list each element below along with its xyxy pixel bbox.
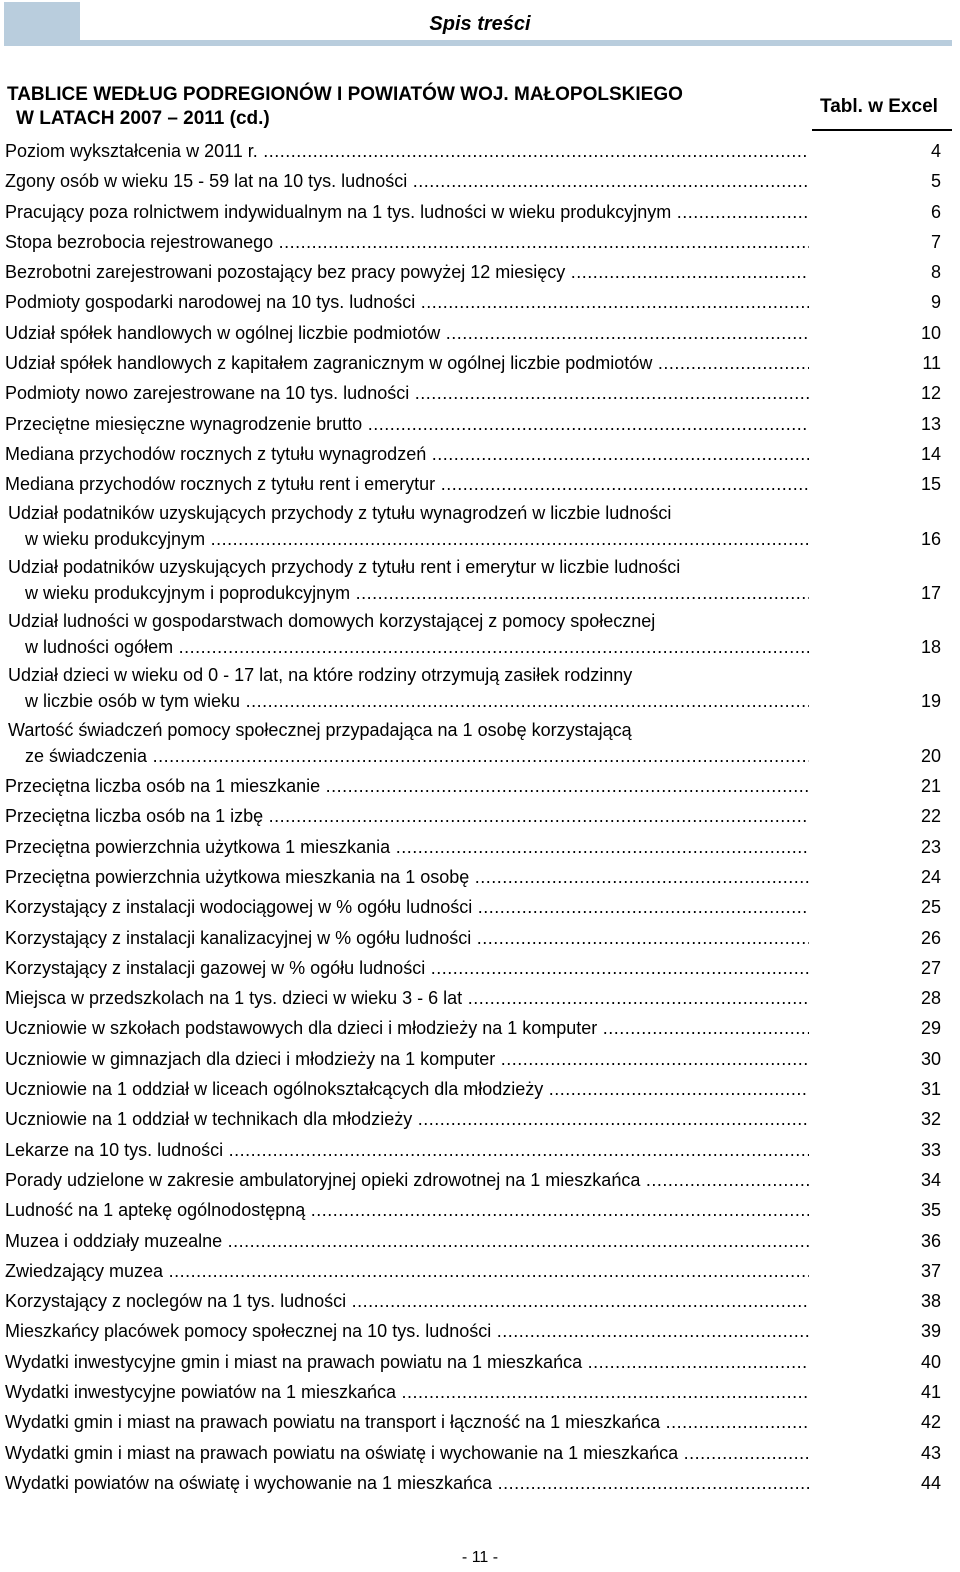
toc-entry-page: 36 [920,1230,941,1251]
toc-entry-title: Poziom wykształcenia w 2011 r. ..... [5,136,809,166]
toc-entry-title: Podmioty nowo zarejestrowane na 10 tys. ludności ..... [5,378,809,408]
toc-entry[interactable] [5,439,945,469]
toc-entry-page: 41 [920,1381,941,1402]
toc-entry-title: Korzystający z instalacji kanalizacyjnej w % ogółu ludności ..... [5,923,809,953]
toc-entry-title: Przeciętne miesięczne wynagrodzenie brutto ..... [5,409,809,439]
toc-entry[interactable] [5,166,945,196]
toc-entry-page: 7 [930,231,941,252]
toc-entry-title: Udział ludności w gospodarstwach domowych korzystającej z pomocy społecznej [8,611,656,632]
toc-entry-title: Uczniowie w gimnazjach dla dzieci i młodzieży na 1 komputer ..... [5,1044,809,1074]
toc-entry-title: Mieszkańcy placówek pomocy społecznej na 10 tys. ludności ..... [5,1316,809,1346]
section-heading-line2: W LATACH 2007 – 2011 (cd.) [16,108,270,129]
toc-entry-title: Porady udzielone w zakresie ambulatoryjnej opieki zdrowotnej na 1 mieszkańca ..... [5,1165,809,1195]
toc-entry[interactable] [5,862,945,892]
toc-entry-title: Ludność na 1 aptekę ogólnodostępną ..... [5,1195,809,1225]
toc-entry-title-continued: w liczbie osób w tym wieku ..... [5,686,809,716]
section-heading [7,83,683,131]
toc-entry-page: 44 [920,1472,941,1493]
toc-entry-title: Uczniowie w szkołach podstawowych dla dzieci i młodzieży na 1 komputer ..... [5,1013,809,1043]
toc-entry[interactable] [5,500,945,554]
toc-entry-title: Korzystający z noclegów na 1 tys. ludności ..... [5,1286,809,1316]
toc-entry-page: 13 [920,413,941,434]
toc-entry-title: Podmioty gospodarki narodowej na 10 tys. ludności ..... [5,287,809,317]
toc-entry[interactable] [5,1104,945,1134]
toc-entry-page: 42 [920,1412,941,1433]
page-number: - 11 - [461,1549,499,1566]
toc-entry-page: 8 [930,262,941,283]
toc-entry-title: Zgony osób w wieku 15 - 59 lat na 10 tys. ludności ..... [5,166,809,196]
toc-entry[interactable] [5,801,945,831]
toc-entry-page: 14 [920,443,941,464]
toc-entry[interactable] [5,608,945,662]
toc-entry[interactable] [5,1195,945,1225]
toc-entry-title-continued: w wieku produkcyjnym i poprodukcyjnym ..... [5,578,809,608]
toc-entry-page: 4 [930,141,941,161]
page-title: Spis treści [429,13,531,35]
toc-entry-page: 11 [922,353,941,374]
toc-entry-title: Udział podatników uzyskujących przychody z tytułu wynagrodzeń w liczbie ludności [8,502,672,523]
toc-entry-title: Uczniowie na 1 oddział w liceach ogólnokształcących dla młodzieży ..... [5,1074,809,1104]
toc-entry-page: 32 [920,1109,941,1130]
toc-entry-page: 22 [920,806,941,827]
toc-entry[interactable] [5,923,945,953]
toc-entry-title: Przeciętna powierzchnia użytkowa 1 mieszkania ..... [5,832,809,862]
toc-entry-title: Bezrobotni zarejestrowani pozostający bez pracy powyżej 12 miesięcy ..... [5,257,809,287]
toc-entry-page: 24 [920,866,941,887]
toc-entry-title: Wydatki inwestycyjne powiatów na 1 mieszkańca ..... [5,1377,809,1407]
toc-entry-page: 30 [920,1048,941,1069]
toc-entry-page: 9 [930,292,941,313]
toc-entry-page: 25 [920,897,941,918]
toc-entry-title: Wartość świadczeń pomocy społecznej przypadająca na 1 osobę korzystającą [8,719,632,740]
toc-entry[interactable] [5,197,945,227]
toc-entry[interactable] [5,409,945,439]
toc-entry[interactable] [5,771,945,801]
toc-entry[interactable] [5,348,945,378]
toc-entry-title: Zwiedzający muzea ..... [5,1256,809,1286]
toc-entry[interactable] [5,469,945,499]
toc-entry-title-continued: w wieku produkcyjnym ..... [5,524,809,554]
toc-entry[interactable] [5,1407,945,1437]
toc-entry[interactable] [5,554,945,608]
toc-entry[interactable] [5,318,945,348]
toc-entry-page: 33 [920,1139,941,1160]
toc-entry-title: Mediana przychodów rocznych z tytułu wynagrodzeń ..... [5,439,809,469]
toc-entry-page: 40 [920,1351,941,1372]
toc-entry-title-continued: w ludności ogółem ..... [5,632,809,662]
toc-entry-title-continued: ze świadczenia ..... [5,741,809,771]
toc-entry-title: Uczniowie na 1 oddział w technikach dla młodzieży ..... [5,1104,809,1134]
toc-entry-title: Wydatki gmin i miast na prawach powiatu na oświatę i wychowanie na 1 mieszkańca ..... [5,1438,809,1468]
toc-entry[interactable] [5,832,945,862]
toc-entry[interactable] [5,892,945,922]
toc-entry-page: 43 [920,1442,941,1463]
toc-entry-title: Udział spółek handlowych z kapitałem zagranicznym w ogólnej liczbie podmiotów ..... [5,348,809,378]
toc-entry[interactable] [5,662,945,716]
toc-entry[interactable] [5,378,945,408]
toc-entry-page: 34 [920,1169,941,1190]
toc-entry[interactable] [5,1468,945,1498]
toc-entry[interactable] [5,983,945,1013]
toc-entry-page: 21 [920,776,941,797]
toc-entry-page: 38 [920,1291,941,1312]
toc-entry[interactable] [5,1438,945,1468]
toc-entry-title: Korzystający z instalacji gazowej w % ogółu ludności ..... [5,953,809,983]
toc-entry-page: 39 [920,1321,941,1342]
toc-entry-title: Przeciętna liczba osób na 1 izbę ..... [5,801,809,831]
toc-entry[interactable] [5,1074,945,1104]
toc-entry-title: Przeciętna liczba osób na 1 mieszkanie ..... [5,771,809,801]
toc-entry-page: 35 [920,1200,941,1221]
toc-entry-title: Wydatki gmin i miast na prawach powiatu na transport i łączność na 1 mieszkańca ..... [5,1407,809,1437]
toc-entry-title: Miejsca w przedszkolach na 1 tys. dzieci w wieku 3 - 6 lat ..... [5,983,809,1013]
toc-entry[interactable] [5,287,945,317]
toc-entry[interactable] [5,717,945,771]
toc-entry-title: Pracujący poza rolnictwem indywidualnym na 1 tys. ludności w wieku produkcyjnym ..... [5,197,809,227]
toc-entry-title: Wydatki powiatów na oświatę i wychowanie na 1 mieszkańca ..... [5,1468,809,1498]
toc-entry[interactable] [5,1347,945,1377]
toc-entry-page: 26 [920,927,941,948]
toc-entry-page: 23 [920,836,941,857]
toc-entry-page: 19 [920,691,941,712]
header-rule [80,40,952,46]
toc-entry-page: 37 [920,1260,941,1281]
toc-entry-page: 6 [930,201,941,222]
toc-entry[interactable] [5,1165,945,1195]
toc-entry[interactable] [5,1256,945,1286]
toc-entry-title: Mediana przychodów rocznych z tytułu rent i emerytur ..... [5,469,809,499]
toc-entry-page: 29 [920,1018,941,1039]
toc-entry[interactable] [5,1013,945,1043]
toc-entry-title: Korzystający z instalacji wodociągowej w % ogółu ludności ..... [5,892,809,922]
toc-entry-page: 10 [920,322,941,343]
toc-entry[interactable] [5,1377,945,1407]
toc-entry-page: 20 [920,745,941,766]
toc-entry-page: 15 [920,474,941,495]
toc-entry-page: 18 [920,637,941,658]
toc-entry-page: 12 [920,383,941,404]
toc-entry[interactable] [5,1226,945,1256]
toc-entry-title: Muzea i oddziały muzealne ..... [5,1226,809,1256]
toc-entry-page: 17 [920,582,941,603]
toc-entry-title: Wydatki inwestycyjne gmin i miast na prawach powiatu na 1 mieszkańca ..... [5,1347,809,1377]
excel-column-label: Tabl. w Excel [820,96,938,117]
toc-entry[interactable] [5,1044,945,1074]
toc-entry-title: Udział podatników uzyskujących przychody z tytułu rent i emerytur w liczbie ludności [8,556,681,577]
toc-entry[interactable] [5,257,945,287]
toc-entry[interactable] [5,1316,945,1346]
toc-entry-title: Przeciętna powierzchnia użytkowa mieszkania na 1 osobę ..... [5,862,809,892]
toc-entry-page: 16 [920,528,941,549]
toc-entry[interactable] [5,227,945,257]
toc-entry-page: 31 [920,1079,941,1100]
toc-entry[interactable] [5,1286,945,1316]
toc-entry-title: Stopa bezrobocia rejestrowanego ..... [5,227,809,257]
toc-entry[interactable] [5,953,945,983]
toc-entry-page: 27 [920,957,941,978]
toc-entry[interactable] [5,136,945,166]
toc-entry-page: 5 [930,171,941,192]
toc-entry-title: Udział dzieci w wieku od 0 - 17 lat, na które rodziny otrzymują zasiłek rodzinny [8,665,633,686]
toc-entry-page: 28 [920,988,941,1009]
excel-column-rule [812,129,952,131]
toc-entry-title: Udział spółek handlowych w ogólnej liczbie podmiotów ..... [5,318,809,348]
toc-entry[interactable] [5,1135,945,1165]
toc-list [5,136,945,1498]
section-heading-line1: TABLICE WEDŁUG PODREGIONÓW I POWIATÓW WOJ. MAŁOPOLSKIEGO [7,84,683,105]
toc-entry-title: Lekarze na 10 tys. ludności ..... [5,1135,809,1165]
